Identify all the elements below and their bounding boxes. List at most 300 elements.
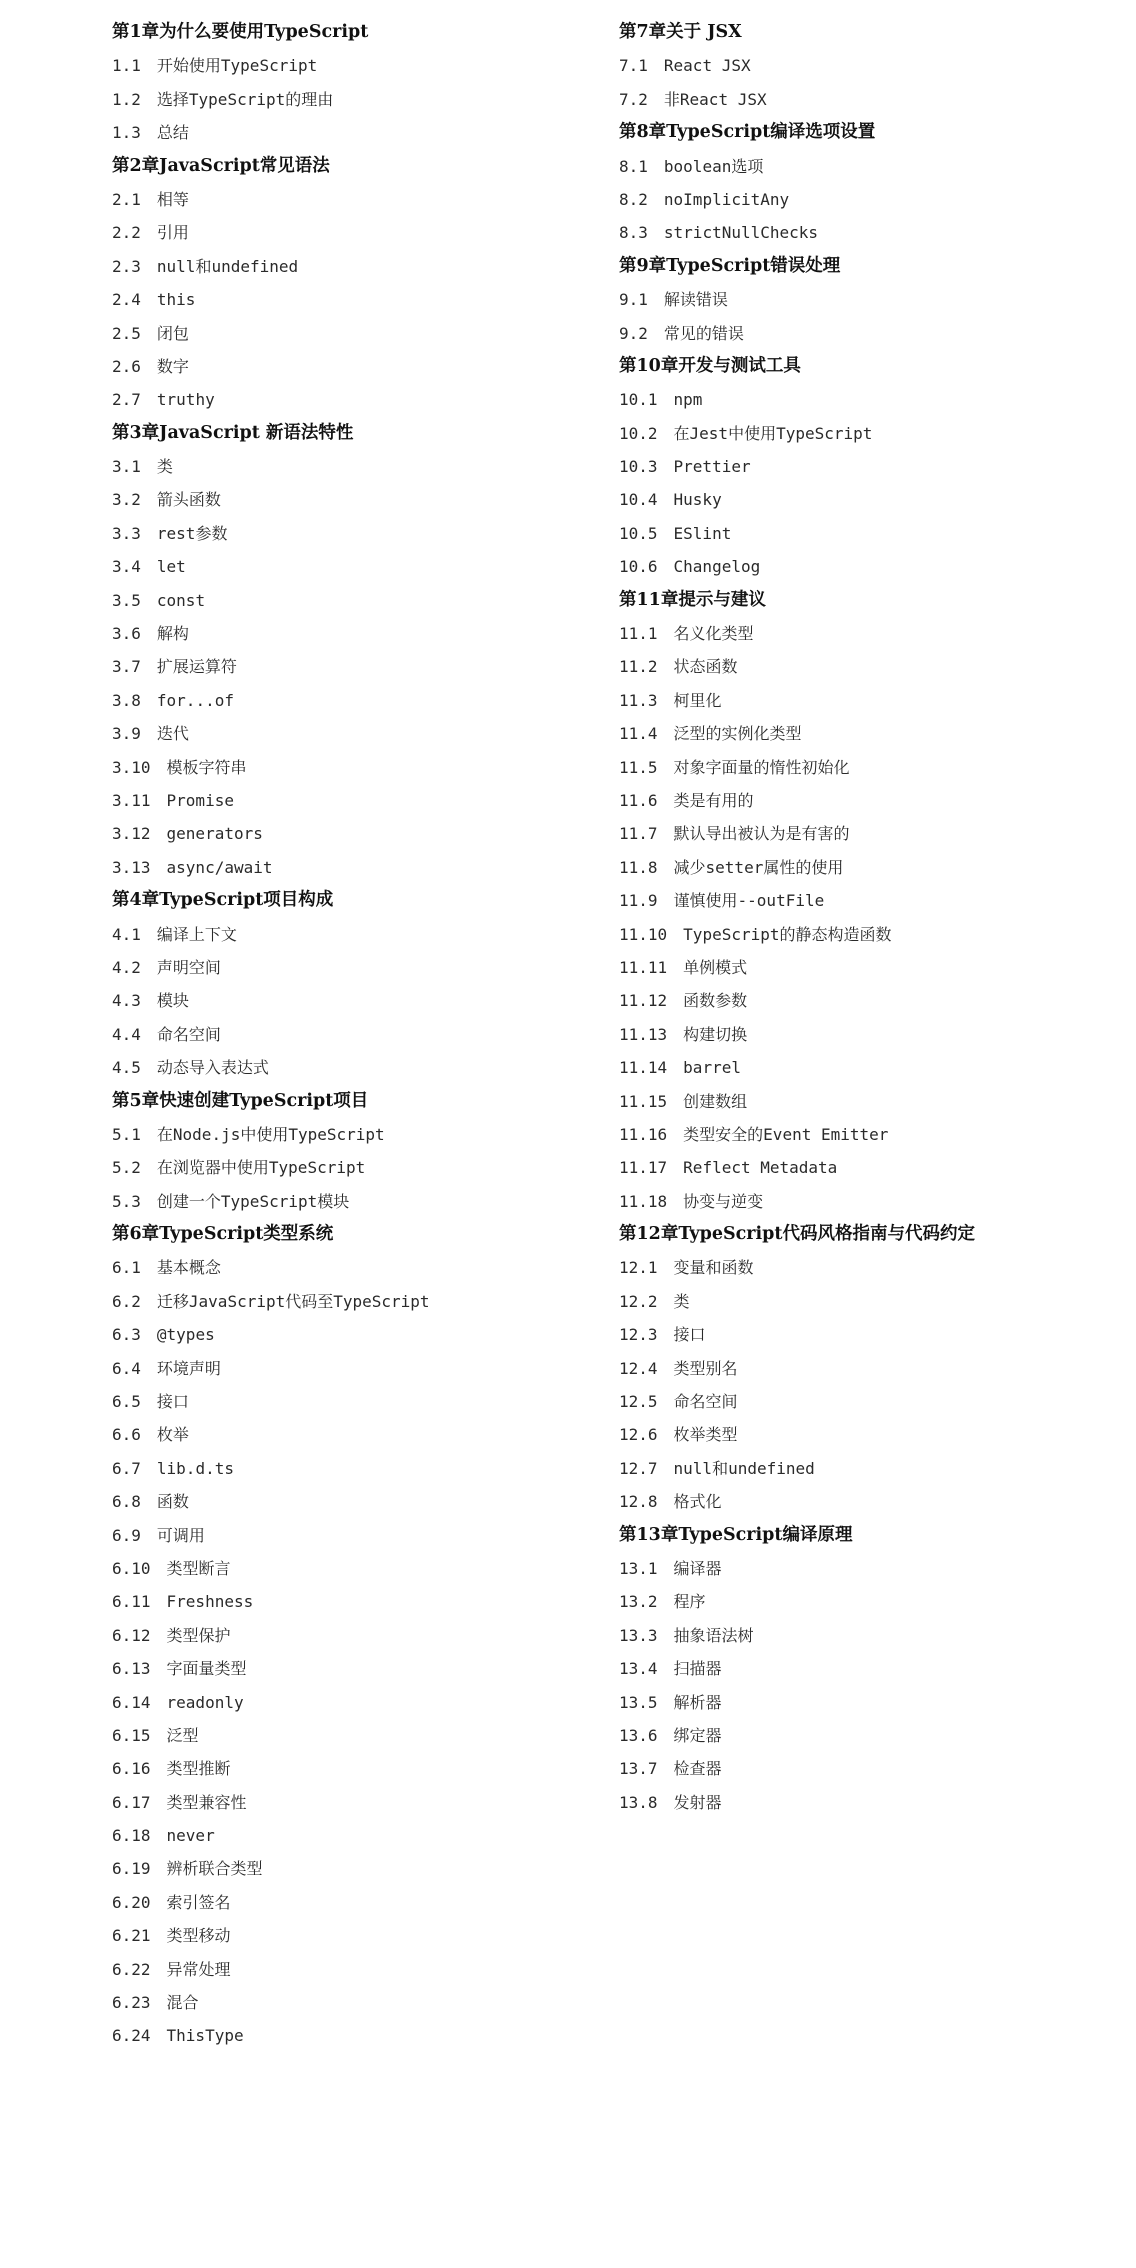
section-entry[interactable] (619, 1352, 1119, 1385)
section-entry[interactable] (619, 1452, 1119, 1485)
section-title: 解构 (156, 624, 189, 644)
section-entry[interactable] (112, 250, 612, 283)
section-entry[interactable] (112, 383, 612, 416)
section-number: 3.10 (112, 757, 151, 777)
section-entry[interactable] (112, 1852, 612, 1885)
section-title: 创建一个TypeScript模块 (156, 1191, 350, 1211)
section-title: 类 (673, 1291, 690, 1311)
section-title: Freshness (166, 1592, 254, 1612)
section-entry[interactable] (112, 1686, 612, 1719)
section-title: null和undefined (156, 256, 299, 276)
section-entry[interactable] (112, 584, 612, 617)
section-number: 3.11 (112, 790, 151, 810)
section-number: 6.21 (112, 1926, 151, 1946)
section-entry[interactable] (619, 1652, 1119, 1685)
section-number: 6.20 (112, 1892, 151, 1912)
section-number: 11.1 (619, 624, 658, 644)
section-number: 11.2 (619, 657, 658, 677)
section-title: 模板字符串 (166, 757, 247, 777)
section-title: 对象字面量的惰性初始化 (673, 757, 850, 777)
section-number: 8.2 (619, 189, 648, 209)
section-title: async/await (166, 857, 273, 877)
section-entry[interactable] (112, 1485, 612, 1518)
section-entry[interactable] (619, 216, 1119, 249)
section-number: 6.9 (112, 1525, 141, 1545)
section-number: 6.3 (112, 1325, 141, 1345)
section-number: 3.7 (112, 657, 141, 677)
section-number: 10.4 (619, 490, 658, 510)
section-entry[interactable] (112, 1619, 612, 1652)
section-number: 13.6 (619, 1725, 658, 1745)
section-number: 12.5 (619, 1392, 658, 1412)
section-title: 环境声明 (156, 1358, 221, 1378)
section-number: 11.17 (619, 1158, 668, 1178)
section-title: rest参数 (156, 523, 228, 543)
section-number: 5.1 (112, 1124, 141, 1144)
section-entry[interactable] (619, 550, 1119, 583)
section-number: 12.4 (619, 1358, 658, 1378)
section-entry[interactable] (619, 951, 1119, 984)
section-title: 非React JSX (663, 89, 767, 109)
section-number: 12.3 (619, 1325, 658, 1345)
section-title: 类型安全的Event Emitter (683, 1124, 889, 1144)
section-number: 3.2 (112, 490, 141, 510)
section-entry[interactable] (112, 2019, 612, 2052)
section-title: 数字 (156, 356, 189, 376)
section-entry[interactable] (619, 317, 1119, 350)
section-entry[interactable] (112, 550, 612, 583)
section-title: never (166, 1826, 215, 1846)
section-entry[interactable] (619, 483, 1119, 516)
section-title: 模块 (156, 991, 189, 1011)
section-entry[interactable] (619, 450, 1119, 483)
section-entry[interactable] (112, 1352, 612, 1385)
section-title: 类型移动 (166, 1926, 231, 1946)
section-entry[interactable] (112, 1953, 612, 1986)
section-title: 类型别名 (673, 1358, 738, 1378)
section-entry[interactable] (112, 784, 612, 817)
section-entry[interactable] (112, 83, 612, 116)
chapter-heading[interactable]: 第5章快速创建TypeScript项目 (112, 1090, 369, 1111)
section-number: 4.1 (112, 924, 141, 944)
section-number: 8.3 (619, 223, 648, 243)
section-title: generators (166, 824, 263, 844)
section-number: 6.18 (112, 1826, 151, 1846)
section-entry[interactable] (619, 1485, 1119, 1518)
section-entry[interactable] (619, 183, 1119, 216)
section-entry[interactable] (112, 817, 612, 850)
section-entry[interactable] (619, 383, 1119, 416)
section-entry[interactable] (619, 1686, 1119, 1719)
section-entry[interactable] (112, 918, 612, 951)
section-number: 11.15 (619, 1091, 668, 1111)
section-entry[interactable] (112, 1251, 612, 1284)
section-entry[interactable] (112, 1519, 612, 1552)
section-entry[interactable] (619, 1185, 1119, 1218)
section-number: 4.5 (112, 1058, 141, 1078)
section-title: 程序 (673, 1592, 706, 1612)
section-entry[interactable] (619, 1552, 1119, 1585)
chapter-heading[interactable]: 第13章TypeScript编译原理 (619, 1524, 853, 1545)
section-number: 9.2 (619, 323, 648, 343)
chapter-heading[interactable]: 第12章TypeScript代码风格指南与代码约定 (619, 1224, 975, 1245)
section-entry[interactable] (619, 49, 1119, 82)
section-title: 扩展运算符 (156, 657, 237, 677)
section-number: 13.8 (619, 1792, 658, 1812)
section-entry[interactable] (619, 517, 1119, 550)
section-entry[interactable] (619, 784, 1119, 817)
section-entry[interactable] (112, 1886, 612, 1919)
section-number: 2.6 (112, 356, 141, 376)
section-entry[interactable] (112, 1919, 612, 1952)
section-number: 11.8 (619, 857, 658, 877)
section-title: 枚举 (156, 1425, 189, 1445)
section-number: 6.16 (112, 1759, 151, 1779)
section-entry[interactable] (112, 1652, 612, 1685)
section-title: strictNullChecks (663, 223, 819, 243)
section-entry[interactable] (112, 1385, 612, 1418)
chapter-heading[interactable]: 第2章JavaScript常见语法 (112, 155, 330, 176)
section-title: noImplicitAny (663, 189, 790, 209)
section-title: 总结 (156, 123, 189, 143)
section-title: 引用 (156, 223, 189, 243)
section-title: 基本概念 (156, 1258, 221, 1278)
section-entry[interactable] (619, 417, 1119, 450)
section-number: 12.1 (619, 1258, 658, 1278)
section-title: 索引签名 (166, 1892, 231, 1912)
section-number: 2.7 (112, 390, 141, 410)
section-title: boolean选项 (663, 156, 764, 176)
section-entry[interactable] (112, 717, 612, 750)
section-title: this (156, 290, 196, 310)
section-title: 命名空间 (156, 1024, 221, 1044)
section-number: 2.5 (112, 323, 141, 343)
section-number: 12.6 (619, 1425, 658, 1445)
section-entry[interactable] (112, 283, 612, 316)
chapter-heading[interactable]: 第3章JavaScript 新语法特性 (112, 422, 354, 443)
section-number: 11.5 (619, 757, 658, 777)
section-entry[interactable] (112, 1452, 612, 1485)
section-title: @types (156, 1325, 215, 1345)
section-entry[interactable] (619, 884, 1119, 917)
section-number: 10.6 (619, 557, 658, 577)
section-number: 5.3 (112, 1191, 141, 1211)
section-number: 6.14 (112, 1692, 151, 1712)
section-title: 类型断言 (166, 1558, 231, 1578)
section-title: 函数参数 (683, 991, 748, 1011)
section-title: 单例模式 (683, 957, 748, 977)
section-entry[interactable] (619, 817, 1119, 850)
section-number: 1.2 (112, 89, 141, 109)
section-title: 默认导出被认为是有害的 (673, 824, 850, 844)
section-title: 字面量类型 (166, 1659, 247, 1679)
section-entry[interactable] (619, 1585, 1119, 1618)
section-entry[interactable] (619, 1018, 1119, 1051)
section-title: 混合 (166, 1993, 199, 2013)
section-title: 泛型 (166, 1725, 199, 1745)
section-title: Husky (673, 490, 722, 510)
section-title: 编译器 (673, 1558, 722, 1578)
section-number: 3.12 (112, 824, 151, 844)
section-entry[interactable] (112, 684, 612, 717)
section-title: 枚举类型 (673, 1425, 738, 1445)
chapter-heading[interactable]: 第7章关于 JSX (619, 22, 742, 42)
section-number: 6.7 (112, 1458, 141, 1478)
section-entry[interactable] (619, 1619, 1119, 1652)
section-number: 8.1 (619, 156, 648, 176)
section-number: 11.18 (619, 1191, 668, 1211)
section-number: 3.5 (112, 590, 141, 610)
section-number: 11.16 (619, 1124, 668, 1144)
section-number: 13.5 (619, 1692, 658, 1712)
section-entry[interactable] (112, 49, 612, 82)
section-number: 12.8 (619, 1492, 658, 1512)
section-number: 6.10 (112, 1558, 151, 1578)
chapter-heading[interactable]: 第9章TypeScript错误处理 (619, 255, 841, 276)
section-number: 10.2 (619, 423, 658, 443)
section-title: 在Jest中使用TypeScript (673, 423, 873, 443)
section-number: 4.4 (112, 1024, 141, 1044)
section-number: 13.1 (619, 1558, 658, 1578)
section-entry[interactable] (112, 751, 612, 784)
chapter-heading[interactable]: 第6章TypeScript类型系统 (112, 1224, 334, 1245)
section-entry[interactable] (112, 483, 612, 516)
section-number: 11.12 (619, 991, 668, 1011)
section-number: 11.11 (619, 957, 668, 977)
section-entry[interactable] (619, 851, 1119, 884)
section-title: 谨慎使用--outFile (673, 891, 825, 911)
section-number: 6.17 (112, 1792, 151, 1812)
section-number: 6.6 (112, 1425, 141, 1445)
section-number: 6.24 (112, 2026, 151, 2046)
section-entry[interactable] (112, 1786, 612, 1819)
section-title: truthy (156, 390, 215, 410)
section-entry[interactable] (112, 617, 612, 650)
section-entry[interactable] (112, 450, 612, 483)
section-entry[interactable] (112, 517, 612, 550)
section-title: 发射器 (673, 1792, 722, 1812)
section-title: Promise (166, 790, 234, 810)
section-title: 类型保护 (166, 1625, 231, 1645)
section-title: 减少setter属性的使用 (673, 857, 844, 877)
section-title: 在浏览器中使用TypeScript (156, 1158, 366, 1178)
section-number: 6.11 (112, 1592, 151, 1612)
section-number: 1.1 (112, 56, 141, 76)
section-title: let (156, 557, 186, 577)
section-number: 11.4 (619, 724, 658, 744)
section-number: 11.3 (619, 690, 658, 710)
section-entry[interactable] (619, 1251, 1119, 1284)
section-entry[interactable] (112, 1285, 612, 1318)
section-entry[interactable] (112, 183, 612, 216)
section-entry[interactable] (619, 617, 1119, 650)
section-entry[interactable] (619, 1719, 1119, 1752)
section-number: 2.3 (112, 256, 141, 276)
section-title: 构建切换 (683, 1024, 748, 1044)
section-number: 11.13 (619, 1024, 668, 1044)
section-title: 编译上下文 (156, 924, 237, 944)
section-entry[interactable] (112, 1752, 612, 1785)
section-number: 13.4 (619, 1659, 658, 1679)
section-title: lib.d.ts (156, 1458, 234, 1478)
section-title: 协变与逆变 (683, 1191, 764, 1211)
section-entry[interactable] (619, 1318, 1119, 1351)
section-title: readonly (166, 1692, 244, 1712)
section-entry[interactable] (112, 1185, 612, 1218)
section-number: 13.7 (619, 1759, 658, 1779)
section-title: 状态函数 (673, 657, 738, 677)
section-title: 抽象语法树 (673, 1625, 754, 1645)
section-entry[interactable] (619, 1786, 1119, 1819)
section-title: 命名空间 (673, 1392, 738, 1412)
section-title: 辨析联合类型 (166, 1859, 263, 1879)
section-number: 3.8 (112, 690, 141, 710)
section-title: Changelog (673, 557, 761, 577)
section-title: 常见的错误 (663, 323, 744, 343)
section-entry[interactable] (112, 984, 612, 1017)
section-title: 类型兼容性 (166, 1792, 247, 1812)
chapter-heading[interactable]: 第10章开发与测试工具 (619, 355, 801, 376)
section-entry[interactable] (619, 1285, 1119, 1318)
section-entry[interactable] (112, 851, 612, 884)
section-number: 3.6 (112, 624, 141, 644)
section-number: 13.2 (619, 1592, 658, 1612)
section-title: Reflect Metadata (683, 1158, 838, 1178)
section-entry[interactable] (619, 283, 1119, 316)
section-number: 6.1 (112, 1258, 141, 1278)
section-entry[interactable] (619, 1051, 1119, 1084)
section-title: npm (673, 390, 703, 410)
section-title: 创建数组 (683, 1091, 748, 1111)
section-entry[interactable] (112, 1018, 612, 1051)
section-title: Prettier (673, 457, 751, 477)
section-number: 12.2 (619, 1291, 658, 1311)
section-title: 名义化类型 (673, 624, 754, 644)
section-entry[interactable] (112, 1151, 612, 1184)
section-entry[interactable] (619, 1151, 1119, 1184)
chapter-heading[interactable]: 第8章TypeScript编译选项设置 (619, 122, 876, 143)
section-title: 选择TypeScript的理由 (156, 89, 334, 109)
section-title: 异常处理 (166, 1959, 231, 1979)
section-number: 6.5 (112, 1392, 141, 1412)
section-number: 11.14 (619, 1058, 668, 1078)
section-entry[interactable] (112, 951, 612, 984)
section-title: 接口 (156, 1392, 189, 1412)
section-entry[interactable] (619, 650, 1119, 683)
section-entry[interactable] (112, 1585, 612, 1618)
section-number: 5.2 (112, 1158, 141, 1178)
section-entry[interactable] (112, 1552, 612, 1585)
section-entry[interactable] (619, 984, 1119, 1017)
section-title: barrel (683, 1058, 741, 1078)
section-title: 接口 (673, 1325, 706, 1345)
section-number: 11.6 (619, 790, 658, 810)
section-number: 2.2 (112, 223, 141, 243)
section-entry[interactable] (112, 116, 612, 149)
section-entry[interactable] (112, 1418, 612, 1451)
section-number: 6.2 (112, 1291, 141, 1311)
section-entry[interactable] (619, 1752, 1119, 1785)
section-entry[interactable] (112, 350, 612, 383)
section-number: 11.10 (619, 924, 668, 944)
section-number: 4.2 (112, 957, 141, 977)
section-number: 13.3 (619, 1625, 658, 1645)
section-number: 6.12 (112, 1625, 151, 1645)
section-number: 2.4 (112, 290, 141, 310)
section-title: 解读错误 (663, 290, 728, 310)
section-title: null和undefined (673, 1458, 815, 1478)
section-entry[interactable] (112, 1118, 612, 1151)
section-entry[interactable] (619, 717, 1119, 750)
section-number: 6.15 (112, 1725, 151, 1745)
section-number: 10.3 (619, 457, 658, 477)
section-number: 3.9 (112, 724, 141, 744)
section-entry[interactable] (112, 317, 612, 350)
section-title: 检查器 (673, 1759, 722, 1779)
section-entry[interactable] (112, 1819, 612, 1852)
section-entry[interactable] (619, 918, 1119, 951)
section-title: 动态导入表达式 (156, 1058, 269, 1078)
section-number: 3.4 (112, 557, 141, 577)
section-title: 迁移JavaScript代码至TypeScript (156, 1291, 430, 1311)
section-entry[interactable] (112, 650, 612, 683)
section-entry[interactable] (112, 1719, 612, 1752)
section-entry[interactable] (619, 1385, 1119, 1418)
section-number: 3.13 (112, 857, 151, 877)
section-number: 7.1 (619, 56, 648, 76)
section-title: 类型推断 (166, 1759, 231, 1779)
section-title: ThisType (166, 2026, 244, 2046)
section-entry[interactable] (619, 751, 1119, 784)
chapter-heading[interactable]: 第4章TypeScript项目构成 (112, 890, 334, 911)
section-entry[interactable] (619, 1085, 1119, 1118)
section-title: const (156, 590, 206, 610)
section-entry[interactable] (619, 83, 1119, 116)
chapter-heading[interactable]: 第11章提示与建议 (619, 589, 766, 610)
section-title: 类是有用的 (673, 790, 754, 810)
section-entry[interactable] (619, 1418, 1119, 1451)
section-number: 6.13 (112, 1659, 151, 1679)
section-entry[interactable] (619, 150, 1119, 183)
section-entry[interactable] (619, 684, 1119, 717)
section-number: 12.7 (619, 1458, 658, 1478)
section-number: 10.1 (619, 390, 658, 410)
section-title: for...of (156, 690, 234, 710)
section-title: 迭代 (156, 724, 189, 744)
section-number: 6.19 (112, 1859, 151, 1879)
section-number: 11.7 (619, 824, 658, 844)
section-number: 9.1 (619, 290, 648, 310)
section-entry[interactable] (619, 1118, 1119, 1151)
section-number: 6.22 (112, 1959, 151, 1979)
section-title: 开始使用TypeScript (156, 56, 318, 76)
section-title: React JSX (663, 56, 751, 76)
section-entry[interactable] (112, 1051, 612, 1084)
section-entry[interactable] (112, 1318, 612, 1351)
section-title: 函数 (156, 1492, 189, 1512)
section-number: 7.2 (619, 89, 648, 109)
section-title: TypeScript的静态构造函数 (683, 924, 892, 944)
section-number: 6.23 (112, 1993, 151, 2013)
section-number: 3.1 (112, 457, 141, 477)
section-number: 10.5 (619, 523, 658, 543)
section-entry[interactable] (112, 1986, 612, 2019)
section-title: 相等 (156, 189, 189, 209)
section-entry[interactable] (112, 216, 612, 249)
section-number: 6.4 (112, 1358, 141, 1378)
section-title: 扫描器 (673, 1659, 722, 1679)
chapter-heading[interactable]: 第1章为什么要使用TypeScript (112, 22, 369, 42)
